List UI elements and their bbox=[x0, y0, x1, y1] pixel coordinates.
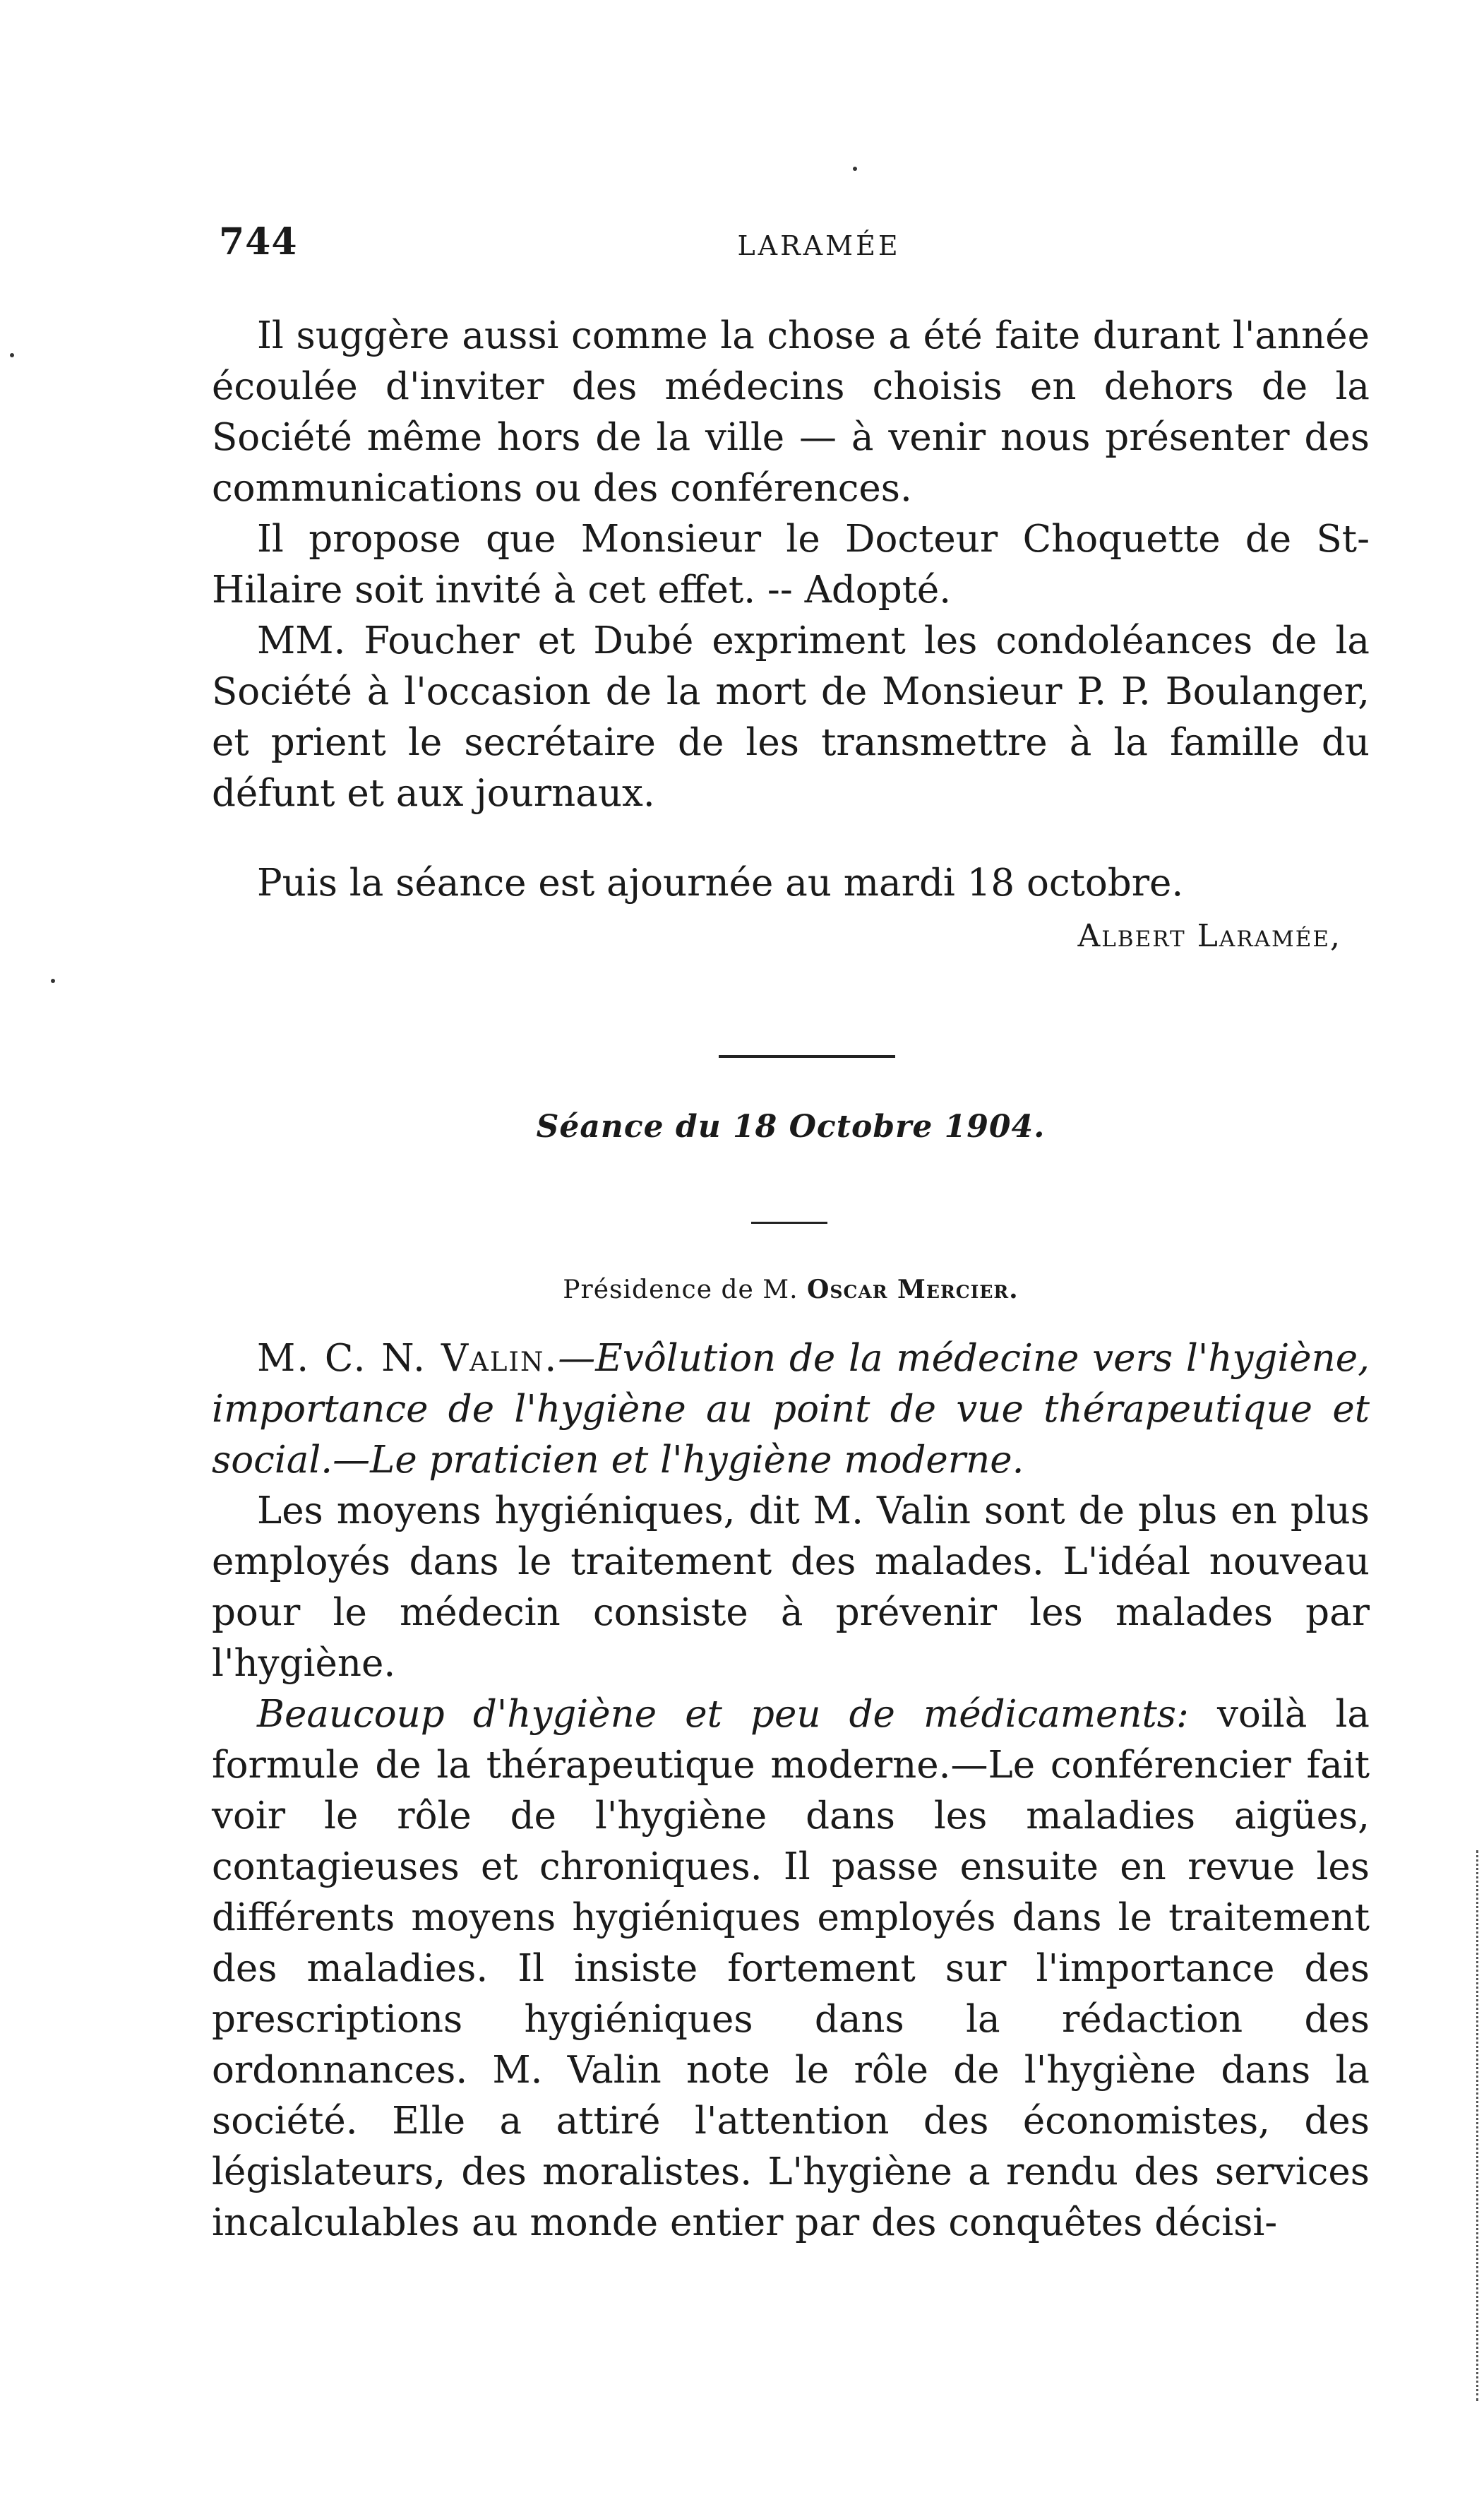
lecture-topic: —Evôlution de la médecine vers l'hygiène, importance de l'hygiène au point de vue thérapeutique et social.—Le praticien et l'hygiène moderne. bbox=[212, 1337, 1370, 1482]
page-header bbox=[219, 220, 1356, 270]
speck-mark bbox=[10, 353, 14, 357]
president-name: Oscar Mercier. bbox=[807, 1275, 1019, 1304]
page-number: 744 bbox=[219, 220, 298, 263]
paragraph: Il suggère aussi comme la chose a été faite durant l'année écoulée d'inviter des médecins choisis en dehors de la Société même hors de la ville — à venir nous présenter des communications ou des conférences. bbox=[212, 314, 1370, 510]
speck-mark bbox=[51, 979, 55, 983]
title-divider bbox=[751, 1222, 827, 1224]
motto: Beaucoup d'hygiène et peu de médicaments: bbox=[257, 1693, 1189, 1736]
presidence-line bbox=[212, 1275, 1370, 1304]
section-divider bbox=[719, 1055, 895, 1058]
paragraph bbox=[212, 1689, 1370, 2249]
adjournment-line: Puis la séance est ajournée au mardi 18 octobre. bbox=[257, 862, 1184, 905]
paragraph-body: voilà la formule de la thérapeutique moderne.—Le conférencier fait voir le rôle de l'hygiène dans les maladies aigües, contagieuses et chroniques. Il passe ensuite en revue les différents moyens hygiéniques employés dans le traitement des maladies. Il insiste fortement sur l'importance des prescriptions hygiéniques dans la rédaction des ordonnances. M. Valin note le rôle de l'hygiène dans la société. Elle a attiré l'attention des économistes, des législateurs, des moralistes. L'hygiène a rendu des services incalculables au monde entier par des conquêtes décisi- bbox=[212, 1693, 1370, 2244]
session-title: Séance du 18 Octobre 1904. bbox=[536, 1109, 1046, 1145]
speck-mark bbox=[853, 167, 857, 171]
margin-binding-marks bbox=[1473, 1850, 1478, 2401]
running-head: LARAMÉE bbox=[737, 230, 901, 261]
paragraph: Il propose que Monsieur le Docteur Choquette de St-Hilaire soit invité à cet effet. -- Adopté. bbox=[212, 518, 1370, 612]
secretary-signature: Albert Laramée, bbox=[1077, 918, 1341, 954]
paragraph: Les moyens hygiéniques, dit M. Valin sont de plus en plus employés dans le traitement des malades. L'idéal nouveau pour le médecin consiste à prévenir les malades par l'hygiène. bbox=[212, 1489, 1370, 1685]
minutes-text bbox=[212, 311, 1370, 819]
presidence-prefix: Présidence de M. bbox=[563, 1275, 798, 1304]
paragraph bbox=[212, 1333, 1370, 1486]
session-text bbox=[212, 1333, 1370, 2249]
speaker-name: M. C. N. Valin. bbox=[257, 1337, 558, 1380]
paragraph: MM. Foucher et Dubé expriment les condoléances de la Société à l'occasion de la mort de Monsieur P. P. Boulanger, et prient le secrétaire de les transmettre à la famille du défunt et aux journaux. bbox=[212, 619, 1370, 815]
